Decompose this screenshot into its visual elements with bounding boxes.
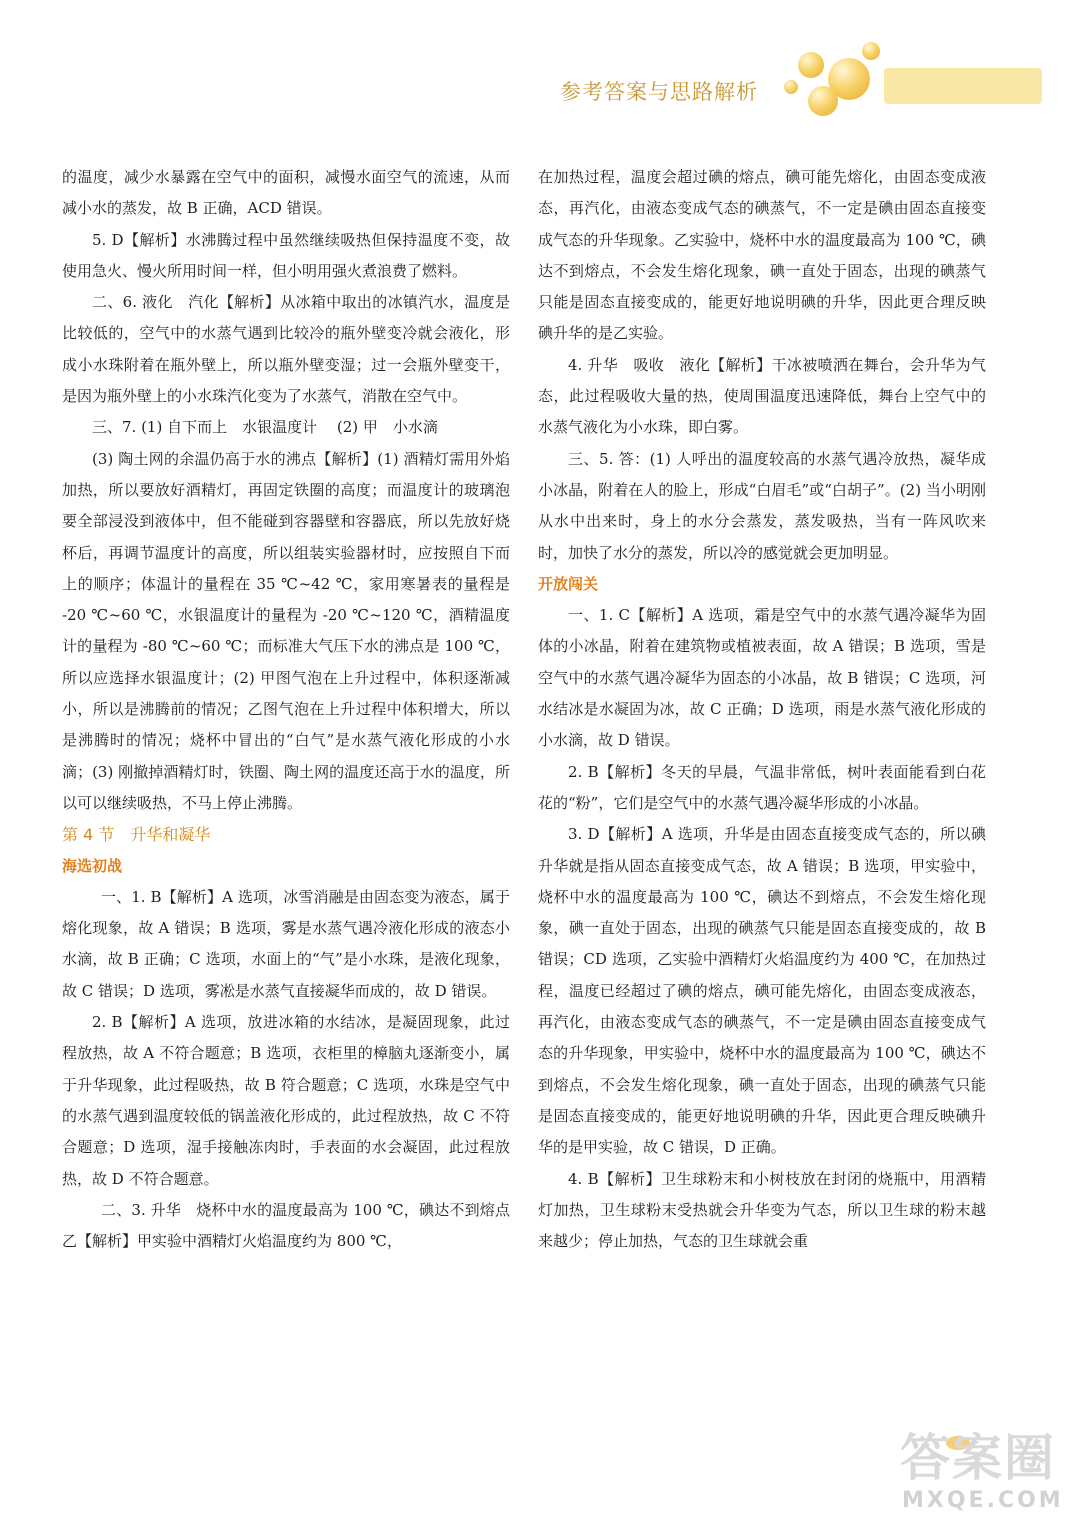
right-column (538, 162, 986, 1257)
section-heading: 第 4 节 升华和凝华 (62, 825, 211, 845)
left-column (62, 162, 526, 1257)
answer-paragraph: 三、7. (1) 自下而上 水银温度计 (2) 甲 小水滴 (92, 418, 438, 437)
answer-paragraph: 二、3. 升华 烧杯中水的温度最高为 100 ℃，碘达不到熔点 乙【解析】甲实验中酒精灯火焰温度约为 800 ℃， (62, 1200, 526, 1251)
watermark-logo (880, 1416, 1064, 1526)
answer-paragraph: 4. 升华 吸收 液化【解析】干冰被喷洒在舞台，会升华为气态，此过程吸收大量的热，使周围温度迅速降低，舞台上空气中的水蒸气液化为小水珠，即白雾。 (538, 355, 986, 437)
page-header-title: 参考答案与思路解析 (560, 80, 758, 104)
answer-paragraph: 二、6. 液化 汽化【解析】从冰箱中取出的冰镇汽水，温度是比较低的，空气中的水蒸气遇到比较冷的瓶外壁变冷就会液化，形成小水珠附着在瓶外壁上，所以瓶外壁变湿；过一会瓶外壁变干，是因为瓶外壁上的小水珠汽化变为了水蒸气，消散在空气中。 (62, 293, 510, 406)
answer-paragraph: 三、5. 答：(1) 人呼出的温度较高的水蒸气遇冷放热，凝华成小冰晶，附着在人的脸上，形成“白眉毛”或“白胡子”。(2) 当小明刚从水中出来时，身上的水分会蒸发，蒸发吸热，当有一阵风吹来时，加快了水分的蒸发，所以冷的感觉就会更加明显。 (538, 449, 986, 562)
header-band (884, 68, 1042, 104)
answer-paragraph: 3. D【解析】A 选项，升华是由固态直接变成气态的，所以碘升华就是指从固态直接变成气态，故 A 错误；B 选项，甲实验中，烧杯中水的温度最高为 100 ℃，碘达不到熔点，不会发生熔化现象，碘一直处于固态，出现的碘蒸气只能是固态直接变成的，故 B 错误；CD 选项，乙实验中酒精灯火焰温度约为 400 ℃，在加热过程，温度已经超过了碘的熔点，碘可能先熔化，由固态变成液态，再汽化，由液态变成气态的碘蒸气，不一定是碘由固态直接变成气态的升华现象，甲实验中，烧杯中水的温度最高为 100 ℃，碘达不到熔点，不会发生熔化现象，碘一直处于固态，出现的碘蒸气只能是固态直接变成的，能更好地说明碘的升华，因此更合理反映碘升华的是甲实验，故 C 错误，D 正确。 (538, 825, 986, 1157)
answer-paragraph: 一、1. B【解析】A 选项，冰雪消融是由固态变为液态，属于熔化现象，故 A 错误；B 选项，雾是水蒸气遇冷液化形成的液态小水滴，故 B 正确；C 选项，水面上的“气”是小水珠，是液化现象，故 C 错误；D 选项，雾凇是水蒸气直接凝华而成的，故 D 错误。 (62, 887, 510, 1000)
watermark-url: MXQE.COM (902, 1488, 1064, 1513)
subsection-heading: 海选初战 (62, 856, 123, 875)
answer-paragraph: 2. B【解析】A 选项，放进冰箱的水结冰，是凝固现象，此过程放热，故 A 不符合题意；B 选项，衣柜里的樟脑丸逐渐变小，属于升华现象，此过程吸热，故 B 符合题意；C 选项，水珠是空气中的水蒸气遇到温度较低的锅盖液化形成的，此过程放热，故 C 不符合题意；D 选项，湿手接触冻肉时，手表面的水会凝固，此过程放热，故 D 不符合题意。 (62, 1013, 510, 1188)
answer-paragraph: 4. B【解析】卫生球粉末和小树枝放在封闭的烧瓶中，用酒精灯加热，卫生球粉末受热就会升华变为气态，所以卫生球的粉末越来越少；停止加热，气态的卫生球就会重 (538, 1169, 986, 1251)
decorative-bubbles (780, 40, 890, 130)
answer-paragraph: 的温度，减少水暴露在空气中的面积，减慢水面空气的流速，从而减小水的蒸发，故 B 正确，ACD 错误。 (62, 168, 510, 218)
answer-paragraph: 5. D【解析】水沸腾过程中虽然继续吸热但保持温度不变，故使用急火、慢火所用时间一样，但小明用强火煮浪费了燃料。 (62, 230, 510, 280)
answer-paragraph: (3) 陶土网的余温仍高于水的沸点【解析】(1) 酒精灯需用外焰加热，所以要放好酒精灯，再固定铁圈的高度；而温度计的玻璃泡要全部浸没到液体中，但不能碰到容器壁和容器底，所以先放好烧杯后，再调节温度计的高度，所以组装实验器材时，应按照自下而上的顺序；体温计的量程在 35 ℃~42 ℃，家用寒暑表的量程是 -20 ℃~60 ℃，水银温度计的量程为 -20 ℃~120 ℃，酒精温度计的量程为 -80 ℃~60 ℃；而标准大气压下水的沸点是 100 ℃，所以应选择水银温度计；(2) 甲图气泡在上升过程中，体积逐渐减小，所以是沸腾前的情况；乙图气泡在上升过程中体积增大，所以是沸腾时的情况；烧杯中冒出的“白气”是水蒸气液化形成的小水滴；(3) 刚撤掉酒精灯时，铁圈、陶土网的温度还高于水的温度，所以可以继续吸热，不马上停止沸腾。 (62, 449, 510, 812)
answer-paragraph: 在加热过程，温度会超过碘的熔点，碘可能先熔化，由固态变成液态，再汽化，由液态变成气态的碘蒸气，不一定是碘由固态直接变成气态的升华现象。乙实验中，烧杯中水的温度最高为 100 ℃，碘达不到熔点，不会发生熔化现象，碘一直处于固态，出现的碘蒸气只能是固态直接变成的，能更好地说明碘的升华，因此更合理反映碘升华的是乙实验。 (538, 168, 986, 343)
subsection-heading: 开放闯关 (538, 574, 599, 593)
watermark-text: 答案圈 (900, 1429, 1056, 1487)
answer-paragraph: 一、1. C【解析】A 选项，霜是空气中的水蒸气遇冷凝华为固体的小冰晶，附着在建筑物或植被表面，故 A 错误；B 选项，雪是空气中的水蒸气遇冷凝华为固态的小冰晶，故 B 错误；C 选项，河水结冰是水凝固为冰，故 C 正确；D 选项，雨是水蒸气液化形成的小水滴，故 D 错误。 (538, 606, 986, 750)
answer-paragraph: 2. B【解析】冬天的早晨，气温非常低，树叶表面能看到白花花的“粉”，它们是空气中的水蒸气遇冷凝华形成的小冰晶。 (538, 762, 986, 812)
